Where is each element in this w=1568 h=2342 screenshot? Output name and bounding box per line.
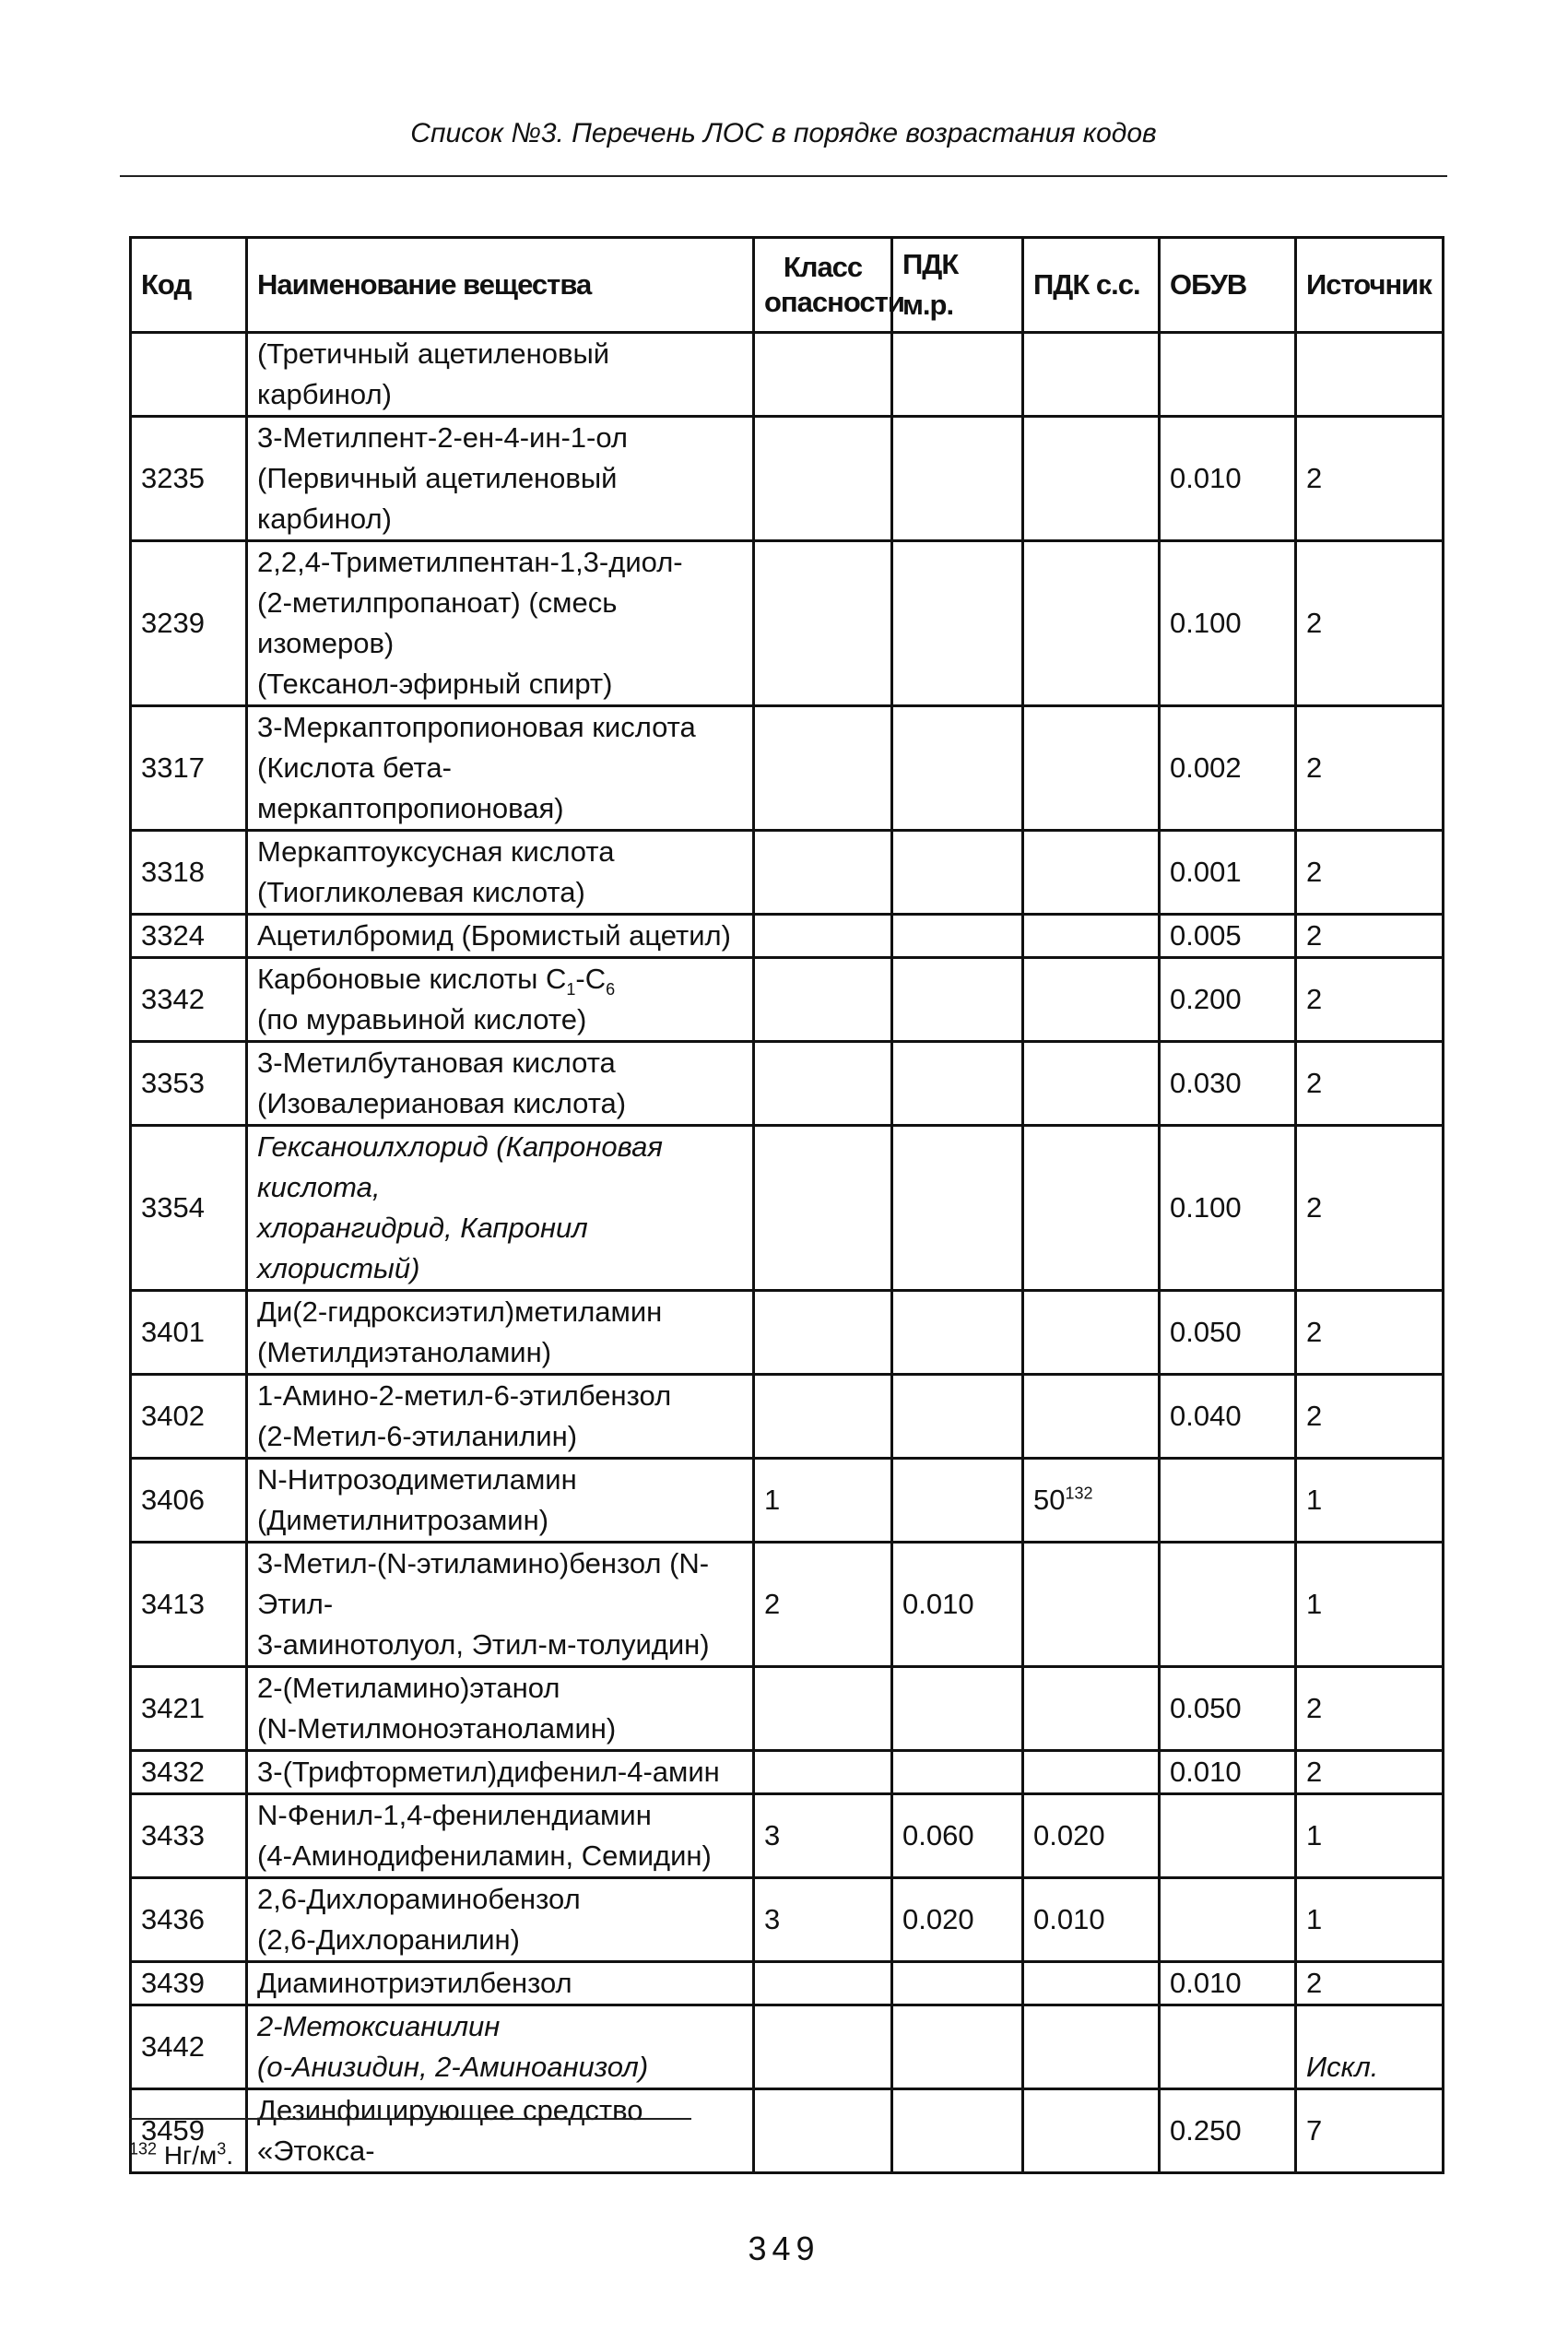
cell-source: 2 [1296,1751,1444,1794]
cell-pdk-mr [892,1459,1023,1543]
cell-pdk-mr: 0.010 [892,1543,1023,1667]
table-row [131,1751,1444,1794]
cell-obuv: 0.010 [1160,1751,1296,1794]
cell-name-line: N-Фенил-1,4-фенилендиамин [257,1799,652,1831]
cell-obuv: 0.005 [1160,915,1296,958]
col-class-header-line1: Класс [783,251,863,283]
table-row [131,541,1444,706]
cell-source: 7 [1296,2089,1444,2173]
cell-pdk-ss [1023,1794,1160,1878]
cell-pdk-ss [1023,1751,1160,1794]
cell-pdk-mr [892,831,1023,915]
cell-obuv: 0.010 [1160,417,1296,541]
cell-code: 3436 [131,1878,247,1962]
cell-pdk-ss [1023,333,1160,417]
cell-pdk-mr [892,1751,1023,1794]
cell-name [247,1042,754,1126]
cell-code: 3433 [131,1794,247,1878]
table-body [131,333,1444,2173]
cell-code: 3317 [131,706,247,831]
cell-source [1296,333,1444,417]
page-number: 349 [748,2230,820,2267]
cell-name-line: 3-(Трифторметил)дифенил-4-амин [257,1756,720,1788]
cell-pdk-mr [892,1126,1023,1291]
cell-name [247,1878,754,1962]
footnote-tail: . [226,2141,234,2170]
cell-pdk-ss [1023,831,1160,915]
running-title: Список №3. Перечень ЛОС в порядке возрастания кодов [410,118,1157,148]
cell-class [754,1667,892,1751]
cell-name-line: (Тексанол-эфирный спирт) [257,668,613,700]
cell-pdk-mr [892,958,1023,1042]
cell-code [131,333,247,417]
cell-name [247,1126,754,1291]
cell-class [754,1126,892,1291]
cell-name-line: (2,6-Дихлоранилин) [257,1923,520,1956]
cell-class: 3 [754,1794,892,1878]
cell-name-line: (Тиогликолевая кислота) [257,876,585,908]
cell-name: Карбоновые кислоты $C_1-C_6$ (по муравьиной кислоте) [247,958,754,1042]
cell-obuv: 0.100 [1160,1126,1296,1291]
cell-code: 3354 [131,1126,247,1291]
cell-name-line: Дезинфицирующее средство «Этокса- [257,2094,643,2167]
cell-source: 2 [1296,1962,1444,2005]
col-class-header [754,238,904,333]
table-row [131,2005,1444,2089]
table-row [131,1459,1444,1543]
cell-pdk-ss [1023,1962,1160,2005]
cell-pdk-mr [892,417,1023,541]
footnote-unit-sup: 3 [217,2139,227,2159]
cell-obuv: 0.200 [1160,958,1296,1042]
cell-name-line: (Диметилнитрозамин) [257,1504,549,1536]
cell-name-line: хлорангидрид, Капронил хлористый) [257,1212,588,1284]
cell-code: 3402 [131,1375,247,1459]
table-row [131,958,1444,1042]
cell-pdk-ss [1023,1878,1160,1962]
cell-class [754,2089,892,2173]
cell-class [754,1962,892,2005]
cell-source: 2 [1296,1291,1444,1375]
cell-name-line: 2-Метоксианилин [257,2010,501,2042]
table-row [131,1291,1444,1375]
cell-pdk-ss [1023,2089,1160,2173]
cell-code: 3239 [131,541,247,706]
cell-name-line: (Кислота бета-меркаптопропионовая) [257,751,564,824]
footnote-number: 132 [129,2139,158,2159]
cell-pdk-ss-value: 50 [1033,1484,1066,1516]
cell-code: 3442 [131,2005,247,2089]
cell-name-line: 3-Метилбутановая кислота [257,1047,616,1079]
cell-name [247,1962,754,2005]
cell-name [247,1291,754,1375]
cell-obuv: 0.010 [1160,1962,1296,2005]
cell-name-line: (Первичный ацетиленовый карбинол) [257,462,618,535]
cell-name-line: 3-Метил-(N-этиламино)бензол (N-Этил- [257,1547,710,1620]
cell-pdk-ss-value: 0.020 [1033,1819,1105,1851]
cell-pdk-mr [892,1667,1023,1751]
cell-source: 2 [1296,1375,1444,1459]
cell-name-line: (Метилдиэтаноламин) [257,1336,552,1368]
cell-name-line: Ацетилбромид (Бромистый ацетил) [257,919,731,952]
table-row [131,1962,1444,2005]
table-row [131,831,1444,915]
cell-pdk-mr [892,1962,1023,2005]
cell-obuv: 0.040 [1160,1375,1296,1459]
cell-name-line: Гексаноилхлорид (Капроновая кислота, [257,1130,663,1203]
table-row [131,1878,1444,1962]
cell-pdk-ss [1023,1667,1160,1751]
table-row [131,1126,1444,1291]
cell-name-line: 3-Меркаптопропионовая кислота [257,711,696,743]
cell-pdk-mr: 0.060 [892,1794,1023,1878]
cell-pdk-mr [892,2005,1023,2089]
cell-name [247,1543,754,1667]
cell-code: 3401 [131,1291,247,1375]
cell-name-line: Меркаптоуксусная кислота [257,835,615,868]
table-row [131,1375,1444,1459]
cell-class [754,706,892,831]
cell-class [754,417,892,541]
cell-name [247,541,754,706]
cell-class: 1 [754,1459,892,1543]
cell-name-subscript: 1 [566,980,576,999]
cell-pdk-mr [892,333,1023,417]
cell-pdk-ss [1023,958,1160,1042]
cell-pdk-ss [1023,1042,1160,1126]
cell-obuv [1160,1878,1296,1962]
cell-pdk-mr [892,1375,1023,1459]
cell-name [247,831,754,915]
cell-pdk-ss [1023,541,1160,706]
cell-name [247,2089,754,2173]
cell-pdk-ss [1023,2005,1160,2089]
table-row [131,1667,1444,1751]
cell-name-line: (N-Метилмоноэтаноламин) [257,1712,617,1745]
cell-source: 2 [1296,1126,1444,1291]
cell-pdk-ss [1023,1375,1160,1459]
cell-pdk-mr [892,706,1023,831]
cell-class [754,333,892,417]
cell-name-line: 2,2,4-Триметилпентан-1,3-диол- [257,546,683,578]
cell-name [247,1667,754,1751]
cell-name [247,1794,754,1878]
col-pdk-ss-header: ПДК с.с. [1023,238,1160,333]
cell-name-line: 3-Метилпент-2-ен-4-ин-1-ол [257,421,629,454]
cell-code: 3324 [131,915,247,958]
cell-name-line: 2-(Метиламино)этанол [257,1672,560,1704]
cell-class [754,541,892,706]
cell-source: 1 [1296,1459,1444,1543]
col-code-header: Код [131,238,247,333]
cell-name [247,1375,754,1459]
table-row [131,417,1444,541]
cell-class [754,915,892,958]
col-pdk-mr-header: ПДК м.р. [892,238,1023,333]
cell-code: 3342 [131,958,247,1042]
cell-name-line: Ди(2-гидроксиэтил)метиламин [257,1295,663,1328]
cell-source: 2 [1296,915,1444,958]
cell-pdk-mr [892,541,1023,706]
cell-pdk-mr [892,915,1023,958]
cell-code: 3432 [131,1751,247,1794]
cell-pdk-ss [1023,706,1160,831]
cell-code: 3439 [131,1962,247,2005]
col-class-header-line2: опасности [764,286,904,318]
cell-obuv: 0.030 [1160,1042,1296,1126]
cell-source: 1 [1296,1794,1444,1878]
cell-name [247,915,754,958]
cell-name [247,706,754,831]
table-row [131,706,1444,831]
cell-name-line: (по муравьиной кислоте) [257,1003,587,1035]
table-row [131,915,1444,958]
footnote [129,2141,233,2170]
voc-table [129,236,1444,2174]
header-rule [120,175,1447,177]
cell-pdk-ss [1023,1126,1160,1291]
cell-class: 3 [754,1878,892,1962]
cell-name [247,2005,754,2089]
cell-pdk-mr [892,1042,1023,1126]
cell-class [754,1751,892,1794]
table-row [131,2089,1444,2173]
table-row [131,1794,1444,1878]
cell-name [247,333,754,417]
table-row [131,1042,1444,1126]
cell-class [754,1042,892,1126]
cell-pdk-ss [1023,417,1160,541]
footnote-rule [129,2118,691,2120]
cell-pdk-ss [1023,1543,1160,1667]
cell-name [247,1751,754,1794]
cell-name-line: 1-Амино-2-метил-6-этилбензол [257,1379,672,1412]
cell-code: 3459 [131,2089,247,2173]
cell-obuv [1160,1459,1296,1543]
cell-class [754,1375,892,1459]
cell-name-line: 2,6-Дихлораминобензол [257,1883,581,1915]
cell-obuv: 0.050 [1160,1291,1296,1375]
cell-name-line: (2-Метил-6-этиланилин) [257,1420,578,1452]
cell-obuv: 0.100 [1160,541,1296,706]
cell-source: 2 [1296,706,1444,831]
cell-pdk-ss-value: 0.010 [1033,1903,1105,1935]
cell-obuv: 0.050 [1160,1667,1296,1751]
cell-pdk-mr [892,2089,1023,2173]
cell-obuv: 0.002 [1160,706,1296,831]
cell-class [754,958,892,1042]
cell-name-line: 3-аминотолуол, Этил-м-толуидин) [257,1628,710,1661]
cell-class [754,2005,892,2089]
cell-source: 2 [1296,831,1444,915]
cell-obuv: 0.001 [1160,831,1296,915]
cell-code: 3235 [131,417,247,541]
cell-code: 3413 [131,1543,247,1667]
cell-name-subscript: 6 [606,980,616,999]
cell-obuv [1160,1794,1296,1878]
cell-obuv [1160,2005,1296,2089]
cell-name [247,417,754,541]
cell-obuv [1160,1543,1296,1667]
cell-name-line: (о-Анизидин, 2-Аминоанизол) [257,2051,649,2083]
cell-name-line: (Изовалериановая кислота) [257,1087,627,1119]
cell-pdk-ss [1023,1459,1160,1543]
cell-pdk-mr [892,1291,1023,1375]
cell-name-line: (4-Аминодифениламин, Семидин) [257,1839,712,1872]
cell-source: 2 [1296,417,1444,541]
cell-class [754,1291,892,1375]
table-row [131,333,1444,417]
cell-pdk-ss [1023,915,1160,958]
table-row [131,1543,1444,1667]
cell-obuv [1160,333,1296,417]
cell-code: 3406 [131,1459,247,1543]
col-source-header: Источник [1296,238,1444,333]
cell-source: 2 [1296,1042,1444,1126]
cell-source: Искл. [1296,2005,1444,2089]
cell-source: 2 [1296,1667,1444,1751]
cell-name-line: Карбоновые кислоты C [257,963,567,995]
cell-source: 2 [1296,958,1444,1042]
col-name-header: Наименование вещества [247,238,754,333]
cell-pdk-ss [1023,1291,1160,1375]
cell-source: 1 [1296,1543,1444,1667]
cell-code: 3353 [131,1042,247,1126]
cell-obuv: 0.250 [1160,2089,1296,2173]
cell-name-line: Диаминотриэтилбензол [257,1967,572,1999]
cell-code: 3421 [131,1667,247,1751]
cell-source: 2 [1296,541,1444,706]
cell-code: 3318 [131,831,247,915]
col-obuv-header: ОБУВ [1160,238,1296,333]
cell-class [754,831,892,915]
cell-name-line: N-Нитрозодиметиламин [257,1463,577,1496]
cell-source: 1 [1296,1878,1444,1962]
footnote-ref: 132 [1065,1484,1093,1503]
cell-name-line: (2-метилпропаноат) (смесь изомеров) [257,586,618,659]
cell-name-line: (Третичный ацетиленовый карбинол) [257,337,610,410]
cell-pdk-mr: 0.020 [892,1878,1023,1962]
cell-name [247,1459,754,1543]
table-header-row [131,238,1444,333]
footnote-text: Нг/м [163,2141,218,2170]
cell-class: 2 [754,1543,892,1667]
